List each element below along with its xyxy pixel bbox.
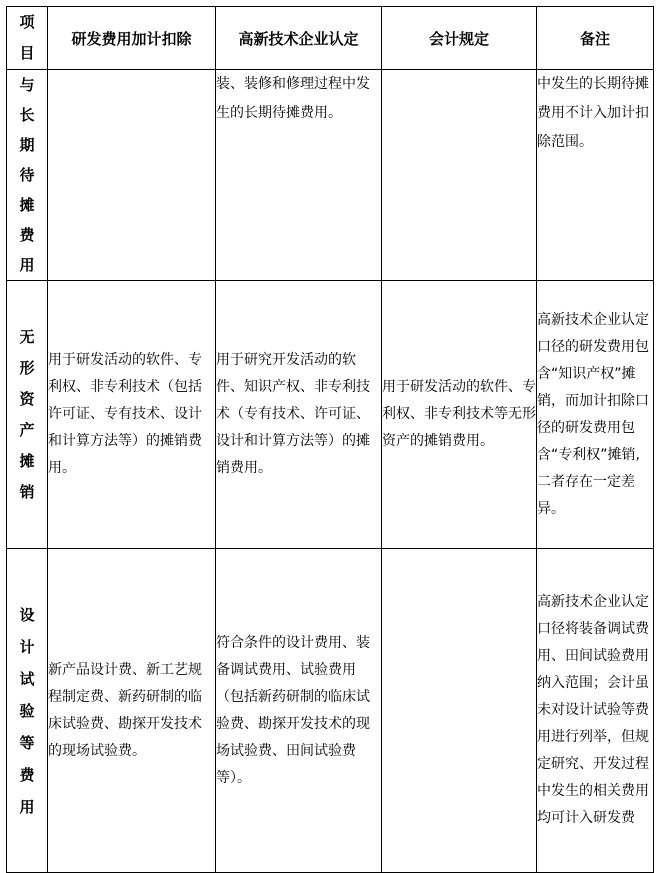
header-row	[7, 7, 654, 70]
cell-note: 中发生的长期待摊费用不计入加计扣除范围。	[537, 70, 654, 281]
cell-hightech: 装、装修和修理过程中发生的长期待摊费用。	[216, 70, 382, 281]
header-rd-deduction: 研发费用加计扣除	[48, 7, 216, 70]
header-accounting-rules: 会计规定	[382, 7, 537, 70]
cell-rd-deduction: 用于研发活动的软件、专利权、非专利技术（包括许可证、专有技术、设计和计算方法等）的摊销费用。	[48, 281, 216, 549]
header-notes: 备注	[537, 7, 654, 70]
cell-rd-deduction	[48, 70, 216, 281]
cell-accounting	[382, 549, 537, 873]
table-row	[7, 70, 654, 281]
table-row	[7, 281, 654, 549]
cell-hightech: 符合条件的设计费用、装备调试费用、试验费用（包括新药研制的临床试验费、勘探开发技术的现场试验费、田间试验费等）。	[216, 549, 382, 873]
cell-accounting: 用于研发活动的软件、专利权、非专利技术等无形资产的摊销费用。	[382, 281, 537, 549]
row-item-label: 无形资产摊销	[7, 281, 48, 549]
header-hightech-recognition: 高新技术企业认定	[216, 7, 382, 70]
cell-accounting	[382, 70, 537, 281]
expense-comparison-table	[6, 6, 654, 873]
row-item-label: 设计试验等费用	[7, 549, 48, 873]
cell-rd-deduction: 新产品设计费、新工艺规程制定费、新药研制的临床试验费、勘探开发技术的现场试验费。	[48, 549, 216, 873]
cell-note: 高新技术企业认定口径的研发费用包含“知识产权”摊销，而加计扣除口径的研发费用包含“专利权”摊销,二者存在一定差异。	[537, 281, 654, 549]
header-item: 项目	[7, 7, 48, 70]
row-item-label: 与长期待摊费用	[7, 70, 48, 281]
cell-hightech: 用于研究开发活动的软件、知识产权、非专利技术（专有技术、许可证、设计和计算方法等）的摊销费用。	[216, 281, 382, 549]
cell-note: 高新技术企业认定口径将装备调试费用、田间试验费用纳入范围；会计虽未对设计试验等费用进行列举，但规定研究、开发过程中发生的相关费用均可计入研发费	[537, 549, 654, 873]
table-row	[7, 549, 654, 873]
